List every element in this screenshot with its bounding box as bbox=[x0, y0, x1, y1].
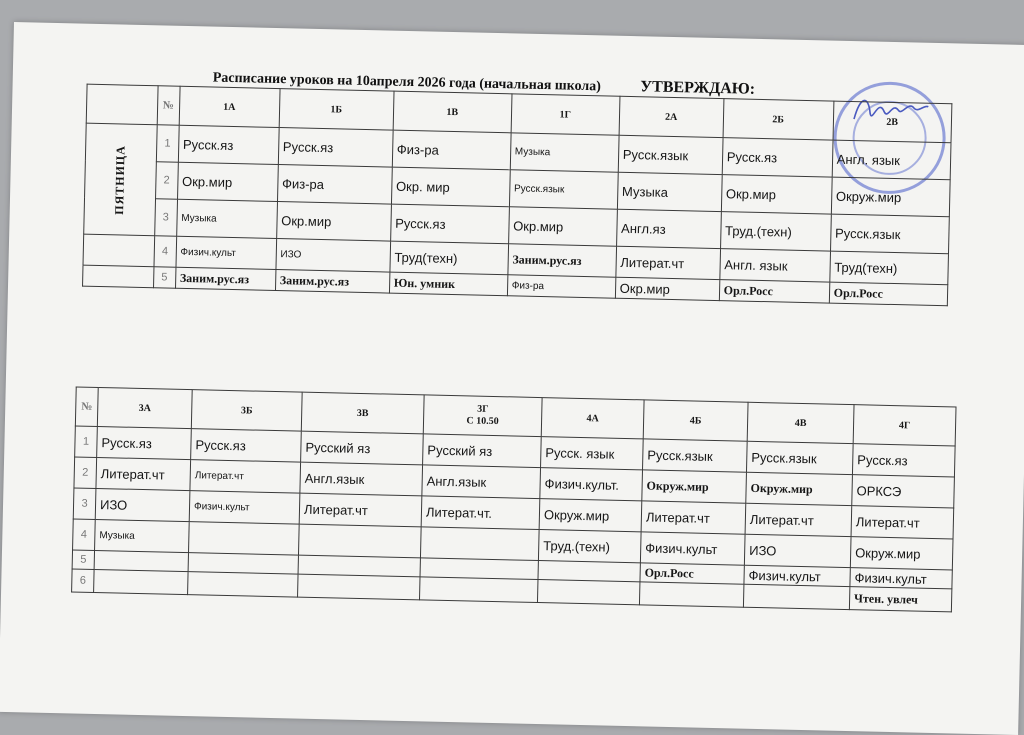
lesson-cell: Англ.язык bbox=[300, 462, 423, 496]
lesson-cell bbox=[298, 574, 420, 600]
lesson-cell: Литерат.чт bbox=[190, 460, 301, 493]
lesson-cell: ИЗО bbox=[744, 534, 851, 567]
class-header: 3А bbox=[97, 388, 192, 429]
class-header: 4Б bbox=[643, 400, 748, 441]
lesson-cell: Русский яз bbox=[423, 434, 542, 468]
class-header: 3Б bbox=[191, 390, 302, 431]
schedule-table-grades-1-2 bbox=[82, 84, 952, 307]
lesson-cell: Литерат.чт bbox=[745, 503, 852, 536]
num-header: № bbox=[75, 387, 98, 426]
lesson-cell: Орл.Росс bbox=[829, 282, 947, 306]
lesson-cell: Литерат.чт bbox=[851, 506, 954, 539]
lesson-cell: Физич.культ. bbox=[540, 468, 643, 501]
class-header: 2Б bbox=[723, 99, 834, 140]
class-header: 4Г bbox=[853, 405, 956, 446]
lesson-cell: Орл.Росс bbox=[640, 563, 744, 584]
lesson-cell: Русск.яз bbox=[852, 444, 955, 477]
lesson-cell bbox=[189, 522, 300, 555]
lesson-cell: ОРКСЭ bbox=[852, 475, 955, 508]
lesson-cell: Русск.язык bbox=[643, 439, 748, 472]
schedule-sheet bbox=[0, 22, 1024, 735]
lesson-cell: Англ.язык bbox=[422, 465, 541, 499]
lesson-cell: Музыка bbox=[95, 519, 190, 552]
lesson-cell: Физ-ра bbox=[507, 275, 615, 298]
lesson-cell: Литерат.чт bbox=[616, 246, 721, 279]
class-header: 2В bbox=[833, 101, 952, 143]
lesson-cell: Физич.культ bbox=[850, 568, 952, 589]
lesson-cell: Русск.яз bbox=[722, 138, 833, 177]
class-header: 2А bbox=[619, 96, 724, 137]
lesson-cell: Физ-ра bbox=[277, 165, 392, 205]
lesson-cell: Окруж.мир bbox=[850, 537, 953, 570]
class-header: 3В bbox=[301, 392, 424, 434]
lesson-cell: Физич.культ bbox=[176, 236, 277, 269]
lesson-cell bbox=[639, 582, 743, 607]
lesson-cell: Русск.яз bbox=[390, 204, 509, 244]
lesson-cell: Окр.мир bbox=[721, 175, 832, 214]
lesson-cell: Заним.рус.яз bbox=[275, 269, 389, 293]
lesson-cell: Физич.культ bbox=[189, 491, 300, 524]
lesson-cell bbox=[94, 569, 188, 594]
lesson-number: 1 bbox=[156, 125, 179, 162]
lesson-cell: Орл.Росс bbox=[719, 280, 829, 303]
lesson-cell: Труд.(техн) bbox=[538, 530, 641, 563]
lesson-cell bbox=[537, 580, 639, 605]
lesson-cell: Русск.язык bbox=[618, 135, 723, 174]
lesson-number: 3 bbox=[154, 199, 177, 236]
lesson-cell bbox=[188, 553, 298, 574]
lesson-cell: Окруж.мир bbox=[831, 177, 950, 217]
lesson-number: 4 bbox=[154, 236, 177, 267]
lesson-cell: ИЗО bbox=[95, 488, 190, 521]
lesson-cell: ИЗО bbox=[276, 239, 391, 273]
lesson-cell: Окр. мир bbox=[391, 167, 510, 207]
lesson-cell bbox=[420, 527, 539, 561]
lesson-cell: Юн. умник bbox=[389, 272, 507, 296]
lesson-cell: Англ.яз bbox=[616, 209, 721, 248]
lesson-cell: Окр.мир bbox=[177, 162, 278, 201]
lesson-number: 1 bbox=[75, 426, 98, 457]
empty-cell bbox=[83, 234, 154, 267]
corner-cell bbox=[86, 84, 158, 125]
empty-cell bbox=[83, 265, 154, 288]
class-header: 3Г С 10.50 bbox=[423, 395, 542, 437]
lesson-cell: Литерат.чт bbox=[96, 457, 191, 490]
class-header: 4А bbox=[541, 398, 644, 439]
lesson-number: 5 bbox=[153, 267, 175, 288]
lesson-cell: Окруж.мир bbox=[746, 472, 853, 505]
schedule-table-grades-3-4 bbox=[71, 386, 956, 612]
title-text: Расписание уроков на 10апреля 2026 года (начальная школа) bbox=[212, 70, 602, 95]
lesson-number: 6 bbox=[72, 569, 95, 592]
lesson-cell: Литерат.чт bbox=[299, 493, 422, 527]
lesson-cell: Заним.рус.яз bbox=[175, 267, 275, 290]
lesson-cell: Русский яз bbox=[301, 431, 424, 465]
lesson-cell bbox=[94, 550, 188, 571]
lesson-cell: Русск. язык bbox=[541, 437, 644, 470]
lesson-cell: Русск.яз bbox=[191, 429, 302, 462]
class-header: 4В bbox=[747, 402, 854, 443]
lesson-cell: Русск.язык bbox=[746, 441, 853, 474]
lesson-cell: Чтен. увлеч bbox=[849, 587, 951, 612]
lesson-cell: Литерат.чт bbox=[641, 501, 746, 534]
lesson-cell: Физич.культ bbox=[640, 532, 745, 565]
num-header: № bbox=[157, 86, 180, 125]
lesson-cell: Окруж.мир bbox=[539, 499, 642, 532]
lesson-number: 2 bbox=[155, 162, 178, 199]
lesson-cell bbox=[188, 572, 298, 597]
approve-label: УТВЕРЖДАЮ: bbox=[640, 78, 756, 98]
lesson-cell: Музыка bbox=[510, 133, 619, 172]
class-header: 1В bbox=[393, 91, 512, 133]
lesson-number: 3 bbox=[73, 488, 96, 519]
lesson-cell: Русск.яз bbox=[278, 128, 393, 168]
lesson-number: 5 bbox=[72, 550, 94, 569]
lesson-cell: Окр.мир bbox=[508, 207, 617, 246]
lesson-cell bbox=[538, 561, 640, 582]
lesson-cell bbox=[298, 524, 421, 558]
class-header: 1А bbox=[179, 86, 280, 127]
lesson-number: 2 bbox=[74, 457, 97, 488]
lesson-cell: Окруж.мир bbox=[642, 470, 747, 503]
class-header: 1Г bbox=[511, 94, 620, 135]
lesson-cell bbox=[419, 577, 537, 603]
class-header: 1Б bbox=[279, 89, 394, 131]
lesson-cell: Англ. язык bbox=[720, 249, 831, 282]
lesson-cell: Труд(техн) bbox=[390, 241, 509, 275]
lesson-cell: Русск.яз bbox=[178, 125, 279, 164]
lesson-cell: Заним.рус.яз bbox=[508, 244, 617, 277]
lesson-cell: Окр.мир bbox=[276, 202, 391, 242]
lesson-cell: Русск.язык bbox=[830, 214, 949, 254]
lesson-cell: Русск.язык bbox=[509, 170, 618, 209]
lesson-cell: Физ-ра bbox=[392, 130, 511, 170]
lesson-cell: Русск.яз bbox=[97, 426, 192, 459]
lesson-cell: Физич.культ bbox=[744, 565, 850, 586]
lesson-cell: Музыка bbox=[617, 172, 722, 211]
lesson-cell: Окр.мир bbox=[615, 277, 719, 300]
lesson-cell: Труд(техн) bbox=[829, 251, 948, 285]
lesson-number: 4 bbox=[73, 519, 96, 550]
day-label: ПЯТНИЦА bbox=[84, 123, 157, 236]
lesson-cell: Музыка bbox=[176, 199, 277, 238]
lesson-cell: Труд.(техн) bbox=[720, 212, 831, 251]
lesson-cell: Англ. язык bbox=[832, 140, 951, 180]
lesson-cell bbox=[743, 584, 849, 609]
lesson-cell: Литерат.чт. bbox=[421, 496, 540, 530]
